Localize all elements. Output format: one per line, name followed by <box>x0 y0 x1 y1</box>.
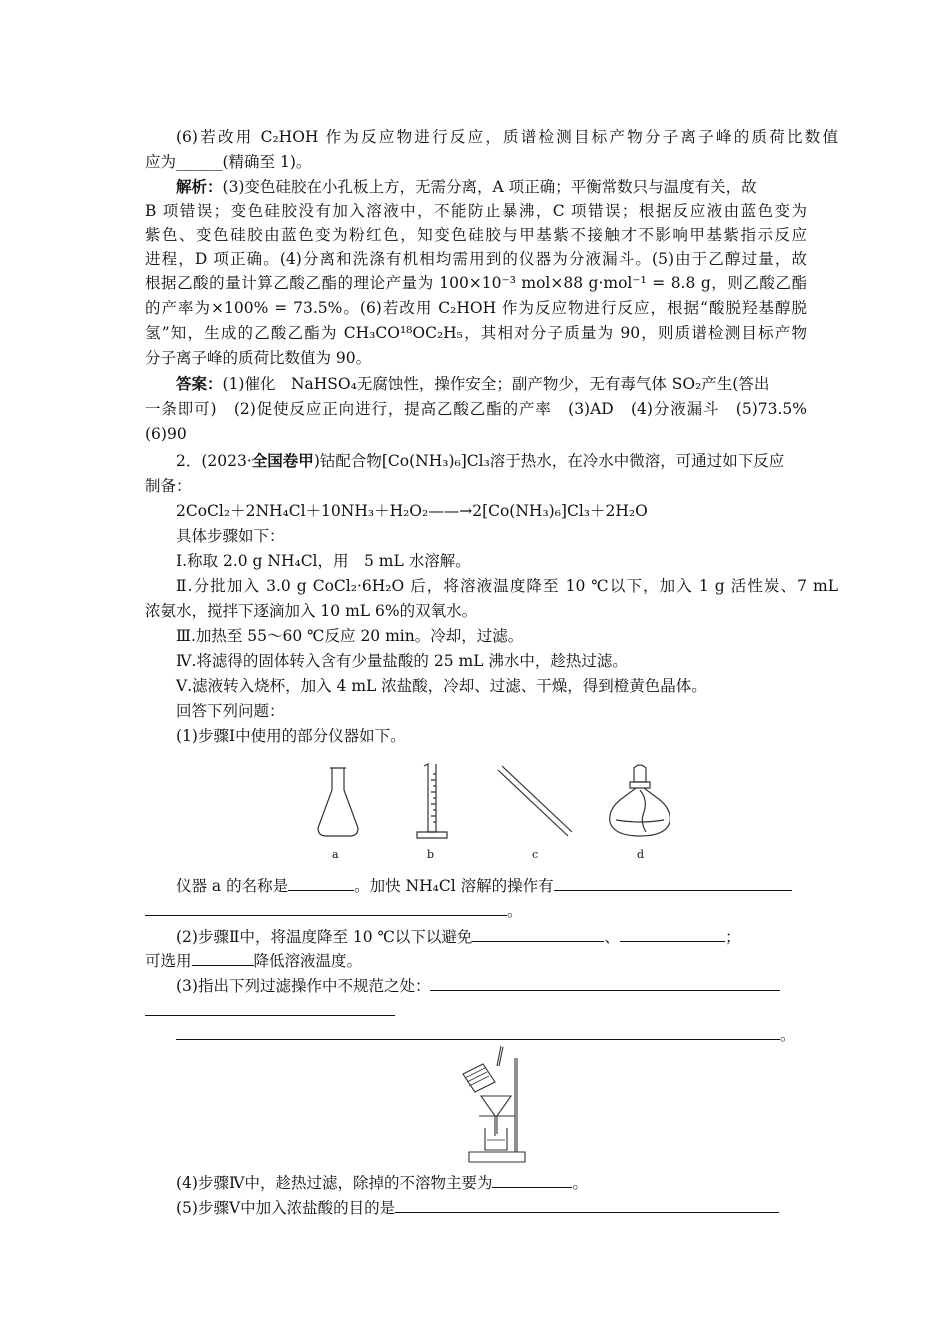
filtration-figure <box>457 1044 527 1166</box>
filtration-drawing <box>457 1044 527 1166</box>
analysis-line-2: B 项错误；变色硅胶没有加入溶液中，不能防止暴沸，C 项错误；根据反应液由蓝色变为 <box>145 202 807 220</box>
ring-stand <box>515 1058 517 1152</box>
question-2-line-2 <box>145 950 807 972</box>
q4-prompt: (4)步骤Ⅳ中，趁热过滤，除掉的不溶物主要为 <box>176 1174 493 1192</box>
q1-prompt-b: 。加快 NH₄Cl 溶解的操作有 <box>354 877 554 895</box>
step-2-line-2: 浓氨水，搅拌下逐滴加入 10 mL 6%的双氧水。 <box>145 602 478 620</box>
question-1: (1)步骤Ⅰ中使用的部分仪器如下。 <box>176 727 406 745</box>
apparatus-label-c: c <box>532 848 539 861</box>
stand-base <box>469 1152 525 1162</box>
analysis-line-6: 的产率为×100% = 73.5%。(6)若改用 C₂HOH 作为反应物进行反应，根据“酸脱羟基醇脱 <box>145 299 807 317</box>
step-5: Ⅴ.滤液转入烧杯，加入 4 mL 浓盐酸，冷却、过滤、干燥，得到橙黄色晶体。 <box>176 677 707 695</box>
q2-prompt-c: 降低溶液温度。 <box>253 952 363 970</box>
answer-text-1: (1)催化 NaHSO₄无腐蚀性，操作安全；副产物少，无有毒气体 SO₂产生(答出 <box>222 375 770 393</box>
q6-line-1: (6)若改用 C₂HOH 作为反应物进行反应，质谱检测目标产物分子离子峰的质荷比数值 <box>176 128 838 146</box>
analysis-text-1: (3)变色硅胶在小孔板上方，无需分离，A 项正确；平衡常数只与温度有关，故 <box>222 178 757 196</box>
steps-intro: 具体步骤如下： <box>176 527 285 545</box>
q6-line-2: 应为______(精确至 1)。 <box>145 153 312 171</box>
apparatus-figure <box>310 760 670 865</box>
question-2-line-1 <box>145 926 838 948</box>
problem-2-line-1 <box>145 450 838 472</box>
analysis-line-1 <box>145 176 838 198</box>
q5-prompt: (5)步骤Ⅴ中加入浓盐酸的目的是 <box>176 1199 396 1217</box>
pouring-beaker <box>463 1064 495 1092</box>
graduated-cylinder-icon <box>417 764 447 838</box>
answer-blank-hcl-purpose[interactable] <box>395 1198 779 1213</box>
q3-end: 。 <box>780 1026 796 1044</box>
analysis-line-4: 进程，D 项正确。(4)分离和洗涤有机相均需用到的仪器为分液漏斗。(5)由于乙醇过量，故 <box>145 250 807 268</box>
answer-line-3: (6)90 <box>145 425 187 443</box>
answer-line-1 <box>145 373 838 395</box>
alcohol-lamp-icon <box>610 765 670 836</box>
answer-line-2: 一条即可) (2)促使反应正向进行，提高乙酸乙酯的产率 (3)AD (4)分液漏斗 (5)73.5% <box>145 400 807 418</box>
answer-blank-filtration-1[interactable] <box>430 976 780 991</box>
q2-semicolon: ； <box>724 928 741 946</box>
problem-2-text: )钴配合物[Co(NH₃)₆]Cl₃溶于热水，在冷水中微溶，可通过如下反应 <box>313 452 785 470</box>
reaction-equation: 2CoCl₂＋2NH₄Cl＋10NH₃＋H₂O₂——→2[Co(NH₃)₆]Cl₃＋2H₂O <box>176 502 648 520</box>
answer-label: 答案： <box>176 374 223 393</box>
analysis-line-3: 紫色、变色硅胶由蓝色变为粉红色，知变色硅胶与甲基紫不接触才不影响甲基紫指示反应 <box>145 226 807 244</box>
glass-rod <box>497 1046 503 1066</box>
question-3-line-1 <box>145 975 838 997</box>
question-3-line-3 <box>145 1024 838 1046</box>
apparatus-label-d: d <box>637 848 645 861</box>
step-4: Ⅳ.将滤得的固体转入含有少量盐酸的 25 mL 沸水中，趁热过滤。 <box>176 652 628 670</box>
answer-blank-avoid-2[interactable] <box>620 927 725 942</box>
problem-source: 全国卷甲 <box>251 451 314 470</box>
q2-prompt-a: (2)步骤Ⅱ中，将温度降至 10 ℃以下以避免 <box>176 928 473 946</box>
analysis-line-7: 氢”知，生成的乙酸乙酯为 CH₃CO¹⁸OC₂H₅，其相对分子质量为 90，则质谱检测目标产物 <box>145 324 807 342</box>
answer-blank-avoid-1[interactable] <box>472 927 604 942</box>
q2-prompt-b: 可选用 <box>145 952 192 970</box>
answer-prompt: 回答下列问题： <box>176 702 285 720</box>
apparatus-drawing <box>310 760 670 865</box>
answer-blank-apparatus-a[interactable] <box>288 876 354 891</box>
question-1-blanks <box>145 875 838 897</box>
answer-blank-insoluble[interactable] <box>492 1173 572 1188</box>
analysis-label: 解析： <box>176 177 223 196</box>
step-1: Ⅰ.称取 2.0 g NH₄Cl，用 5 mL 水溶解。 <box>176 552 471 570</box>
problem-2-line-2: 制备： <box>145 477 192 495</box>
analysis-line-5: 根据乙酸的量计算乙酸乙酯的理论产量为 100×10⁻³ mol×88 g·mol⁻¹ = 8.8 g，则乙酸乙酯 <box>145 274 807 292</box>
step-2-line-1: Ⅱ.分批加入 3.0 g CoCl₂·6H₂O 后，将溶液温度降至 10 ℃以下，加入 1 g 活性炭、7 mL <box>176 577 838 595</box>
apparatus-label-a: a <box>332 848 339 861</box>
analysis-line-8: 分子离子峰的质荷比数值为 90。 <box>145 349 372 367</box>
conical-flask-icon <box>318 768 358 836</box>
answer-blank-cooling[interactable] <box>192 951 254 966</box>
problem-number: 2．(2023· <box>176 452 252 470</box>
answer-blank-dissolve-2[interactable] <box>145 901 507 916</box>
answer-blank-filtration-2[interactable] <box>145 1001 395 1016</box>
q2-separator: 、 <box>604 928 620 946</box>
apparatus-label-b: b <box>427 848 435 861</box>
question-4 <box>145 1172 838 1194</box>
question-3-line-2 <box>145 1000 807 1022</box>
glass-rod-icon <box>498 766 572 836</box>
q1-end: 。 <box>507 902 523 920</box>
q3-prompt: (3)指出下列过滤操作中不规范之处： <box>176 977 431 995</box>
q1-prompt-a: 仪器 a 的名称是 <box>176 877 289 895</box>
answer-blank-filtration-3[interactable] <box>176 1025 780 1040</box>
receiving-beaker <box>485 1128 507 1150</box>
answer-blank-dissolve-1[interactable] <box>554 876 792 891</box>
step-3: Ⅲ.加热至 55～60 ℃反应 20 min。冷却，过滤。 <box>176 627 524 645</box>
q4-end: 。 <box>572 1174 588 1192</box>
question-5 <box>145 1197 838 1219</box>
question-1-blank-line-2 <box>145 900 807 922</box>
